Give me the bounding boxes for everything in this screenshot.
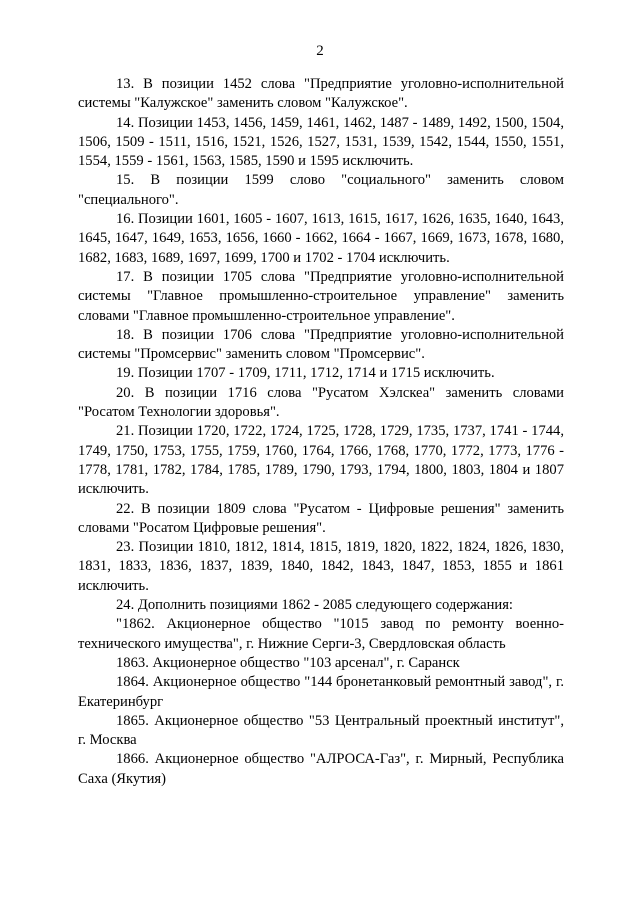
paragraph-item-20: 20. В позиции 1716 слова "Русатом Хэлскеа" заменить словами "Росатом Технологии здоровья". (78, 384, 564, 421)
document-body (78, 75, 564, 789)
position-entry-1865: 1865. Акционерное общество "53 Центральный проектный институт", г. Москва (78, 712, 564, 749)
paragraph-item-16: 16. Позиции 1601, 1605 - 1607, 1613, 1615, 1617, 1626, 1635, 1640, 1643, 1645, 1647, 1649, 1653, 1656, 1660 - 1662, 1664 - 1667, 1669, 1673, 1678, 1680, 1682, 1683, 1689, 1697, 1699, 1700 и 1702 - 1704 исключить. (78, 211, 564, 266)
paragraph-item-24: 24. Дополнить позициями 1862 - 2085 следующего содержания: (116, 597, 513, 614)
paragraph-item-17: 17. В позиции 1705 слова "Предприятие уголовно-исполнительной системы "Главное промышленно-строительное управление" заменить словами "Главное промышленно-строительное управление". (78, 268, 564, 324)
paragraph-item-21: 21. Позиции 1720, 1722, 1724, 1725, 1728, 1729, 1735, 1737, 1741 - 1744, 1749, 1750, 1753, 1755, 1759, 1760, 1764, 1766, 1768, 1770, 1772, 1773, 1776 - 1778, 1781, 1782, 1784, 1785, 1789, 1790, 1793, 1794, 1800, 1803, 1804 и 1807 исключить. (78, 423, 564, 498)
paragraph-item-22: 22. В позиции 1809 слова "Русатом - Цифровые решения" заменить словами "Росатом Цифровые решения". (78, 500, 564, 536)
paragraph-item-23: 23. Позиции 1810, 1812, 1814, 1815, 1819, 1820, 1822, 1824, 1826, 1830, 1831, 1833, 1836, 1837, 1839, 1840, 1842, 1843, 1847, 1853, 1855 и 1861 исключить. (78, 539, 564, 594)
paragraph-item-19: 19. Позиции 1707 - 1709, 1711, 1712, 1714 и 1715 исключить. (116, 365, 495, 382)
position-entry-1864: 1864. Акционерное общество "144 бронетанковый ремонтный завод", г. Екатеринбург (78, 674, 564, 710)
page-number: 2 (316, 43, 324, 59)
position-entry-1863: 1863. Акционерное общество "103 арсенал", г. Саранск (116, 654, 460, 671)
position-entry-1862: "1862. Акционерное общество "1015 завод по ремонту военно-технического имущества", г. Нижние Серги-3, Свердловская область (78, 616, 564, 652)
paragraph-item-15: 15. В позиции 1599 слово "социального" заменить словом "специального". (78, 172, 564, 208)
paragraph-item-14: 14. Позиции 1453, 1456, 1459, 1461, 1462, 1487 - 1489, 1492, 1500, 1504, 1506, 1509 - 1511, 1516, 1521, 1526, 1527, 1531, 1539, 1542, 1544, 1550, 1551, 1554, 1559 - 1561, 1563, 1585, 1590 и 1595 исключить. (78, 114, 564, 170)
paragraph-item-18: 18. В позиции 1706 слова "Предприятие уголовно-исполнительной системы "Промсервис" заменить словом "Промсервис". (78, 326, 564, 363)
paragraph-item-13: 13. В позиции 1452 слова "Предприятие уголовно-исполнительной системы "Калужское" заменить словом "Калужское". (78, 76, 564, 112)
position-entry-1866: 1866. Акционерное общество "АЛРОСА-Газ", г. Мирный, Республика Саха (Якутия) (78, 751, 564, 787)
